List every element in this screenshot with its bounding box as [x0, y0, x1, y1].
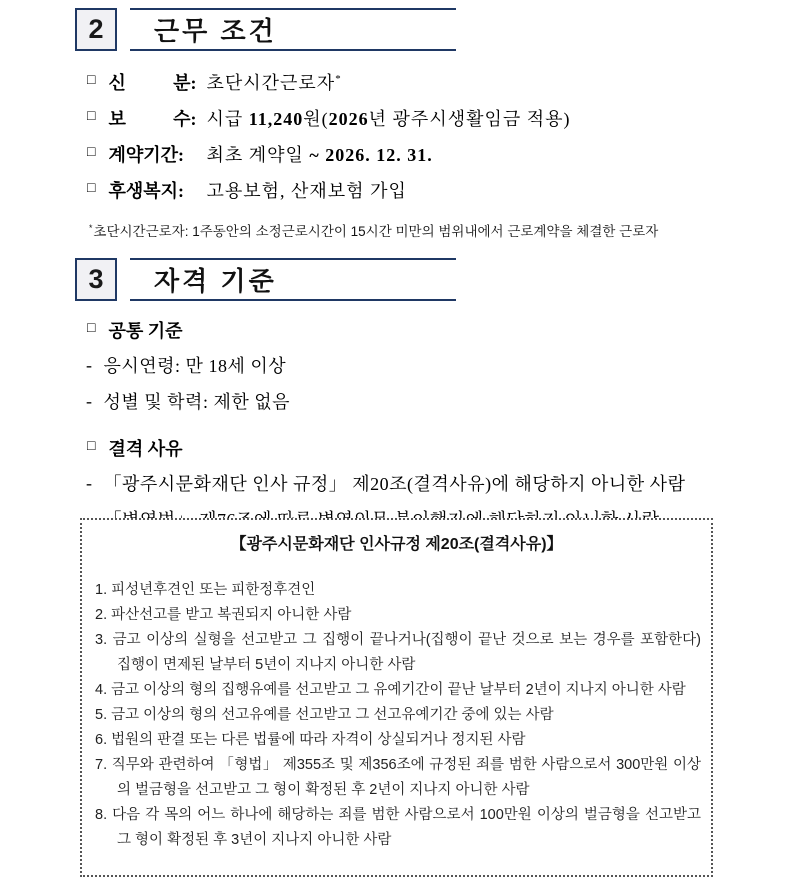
square-bullet-icon: □	[87, 145, 96, 160]
disqualification-box	[80, 518, 713, 877]
qualification-groups	[75, 312, 755, 537]
condition-item	[87, 136, 755, 172]
group-item	[86, 347, 755, 383]
condition-item	[87, 100, 755, 136]
value-segment: 시급	[206, 109, 249, 129]
dash-icon: -	[86, 390, 93, 411]
list-item	[95, 728, 701, 753]
square-bullet-icon: □	[87, 320, 96, 336]
disqualification-box-title: 【광주시문화재단 인사규정 제20조(결격사유)】	[230, 536, 563, 553]
value-segment: *	[335, 73, 342, 85]
condition-value	[206, 69, 341, 95]
group-heading-text: 공통 기준	[108, 320, 183, 341]
value-segment: 2026	[328, 109, 369, 129]
group-heading	[87, 312, 755, 347]
item-text: 법원의 판결 또는 다른 법률에 따라 자격이 상실되거나 정지된 사람	[111, 732, 526, 748]
value-segment: 최초 계약일	[206, 145, 310, 165]
value-segment: 년 광주시생활임금 적용)	[368, 109, 571, 129]
item-number: 4.	[95, 682, 112, 698]
value-segment: 원(	[303, 109, 329, 129]
item-number: 3.	[95, 632, 113, 648]
disqualification-list	[95, 578, 701, 853]
group-item-text: 「광주시문화재단 인사 규정」 제20조(결격사유)에 해당하지 아니한 사람	[103, 474, 686, 494]
group-heading-text: 결격 사유	[108, 438, 183, 459]
item-text: 금고 이상의 형의 선고유예를 선고받고 그 선고유예기간 중에 있는 사람	[111, 707, 554, 723]
list-item	[95, 703, 701, 728]
condition-item	[87, 64, 755, 100]
item-text: 직무와 관련하여 「형법」 제355조 및 제356조에 규정된 죄를 범한 사람으로서 300만원 이상의 벌금형을 선고받고 그 형이 확정된 후 2년이 지나지 아니한 사람	[111, 757, 702, 798]
list-item	[95, 803, 701, 853]
condition-label: 신 분:	[108, 73, 197, 93]
footnote-asterisk-icon: *	[89, 222, 93, 233]
item-number: 8.	[95, 807, 113, 823]
list-item	[95, 628, 701, 678]
condition-value	[206, 177, 406, 203]
dash-icon: -	[86, 472, 93, 493]
square-bullet-icon: □	[87, 438, 96, 454]
item-text: 금고 이상의 형의 집행유예를 선고받고 그 유예기간이 끝난 날부터 2년이 지나지 아니한 사람	[111, 682, 686, 698]
square-bullet-icon: □	[87, 73, 96, 88]
value-segment: 초단시간근로자	[206, 73, 336, 93]
group-item	[86, 465, 755, 501]
section-work-conditions	[75, 8, 755, 240]
section-qualifications	[75, 258, 755, 537]
condition-value	[206, 105, 570, 131]
group-item-text: 성별 및 학력: 제한 없음	[103, 392, 290, 412]
section-title: 자격 기준	[130, 258, 456, 301]
condition-label: 후생복지:	[108, 181, 185, 201]
group-item-text: 응시연령: 만 18세 이상	[103, 356, 287, 376]
value-segment: ~ 2026. 12. 31.	[309, 145, 433, 165]
square-bullet-icon: □	[87, 109, 96, 124]
item-number: 1.	[95, 582, 112, 598]
square-bullet-icon: □	[87, 181, 96, 196]
group-item	[86, 383, 755, 419]
section-number-badge: 2	[75, 8, 117, 51]
condition-value	[206, 141, 432, 167]
list-item	[95, 603, 701, 628]
section-number-badge: 3	[75, 258, 117, 301]
item-number: 2.	[95, 607, 112, 623]
value-segment: 11,240	[248, 109, 304, 129]
list-item	[95, 678, 701, 703]
footnote	[89, 220, 755, 240]
value-segment: 고용보험, 산재보험 가입	[206, 181, 407, 201]
condition-item	[87, 172, 755, 208]
item-number: 5.	[95, 707, 112, 723]
list-item	[95, 753, 701, 803]
item-number: 7.	[95, 757, 112, 773]
condition-list	[75, 64, 755, 208]
condition-label: 계약기간:	[108, 145, 185, 165]
section-header	[75, 8, 755, 51]
section-title: 근무 조건	[130, 8, 456, 51]
group-heading	[87, 430, 755, 465]
condition-label: 보 수:	[108, 109, 197, 129]
section-header	[75, 258, 755, 301]
item-text: 피성년후견인 또는 피한정후견인	[111, 582, 316, 598]
list-item	[95, 578, 701, 603]
item-number: 6.	[95, 732, 112, 748]
footnote-text: 초단시간근로자: 1주동안의 소정근로시간이 15시간 미만의 범위내에서 근로계약을 체결한 근로자	[93, 224, 659, 239]
item-text: 금고 이상의 실형을 선고받고 그 집행이 끝나거나(집행이 끝난 것으로 보는 경우를 포함한다) 집행이 면제된 날부터 5년이 지나지 아니한 사람	[112, 632, 701, 673]
item-text: 파산선고를 받고 복권되지 아니한 사람	[111, 607, 352, 623]
dash-icon: -	[86, 354, 93, 375]
item-text: 다음 각 목의 어느 하나에 해당하는 죄를 범한 사람으로서 100만원 이상의 벌금형을 선고받고 그 형이 확정된 후 3년이 지나지 아니한 사람	[112, 807, 701, 848]
